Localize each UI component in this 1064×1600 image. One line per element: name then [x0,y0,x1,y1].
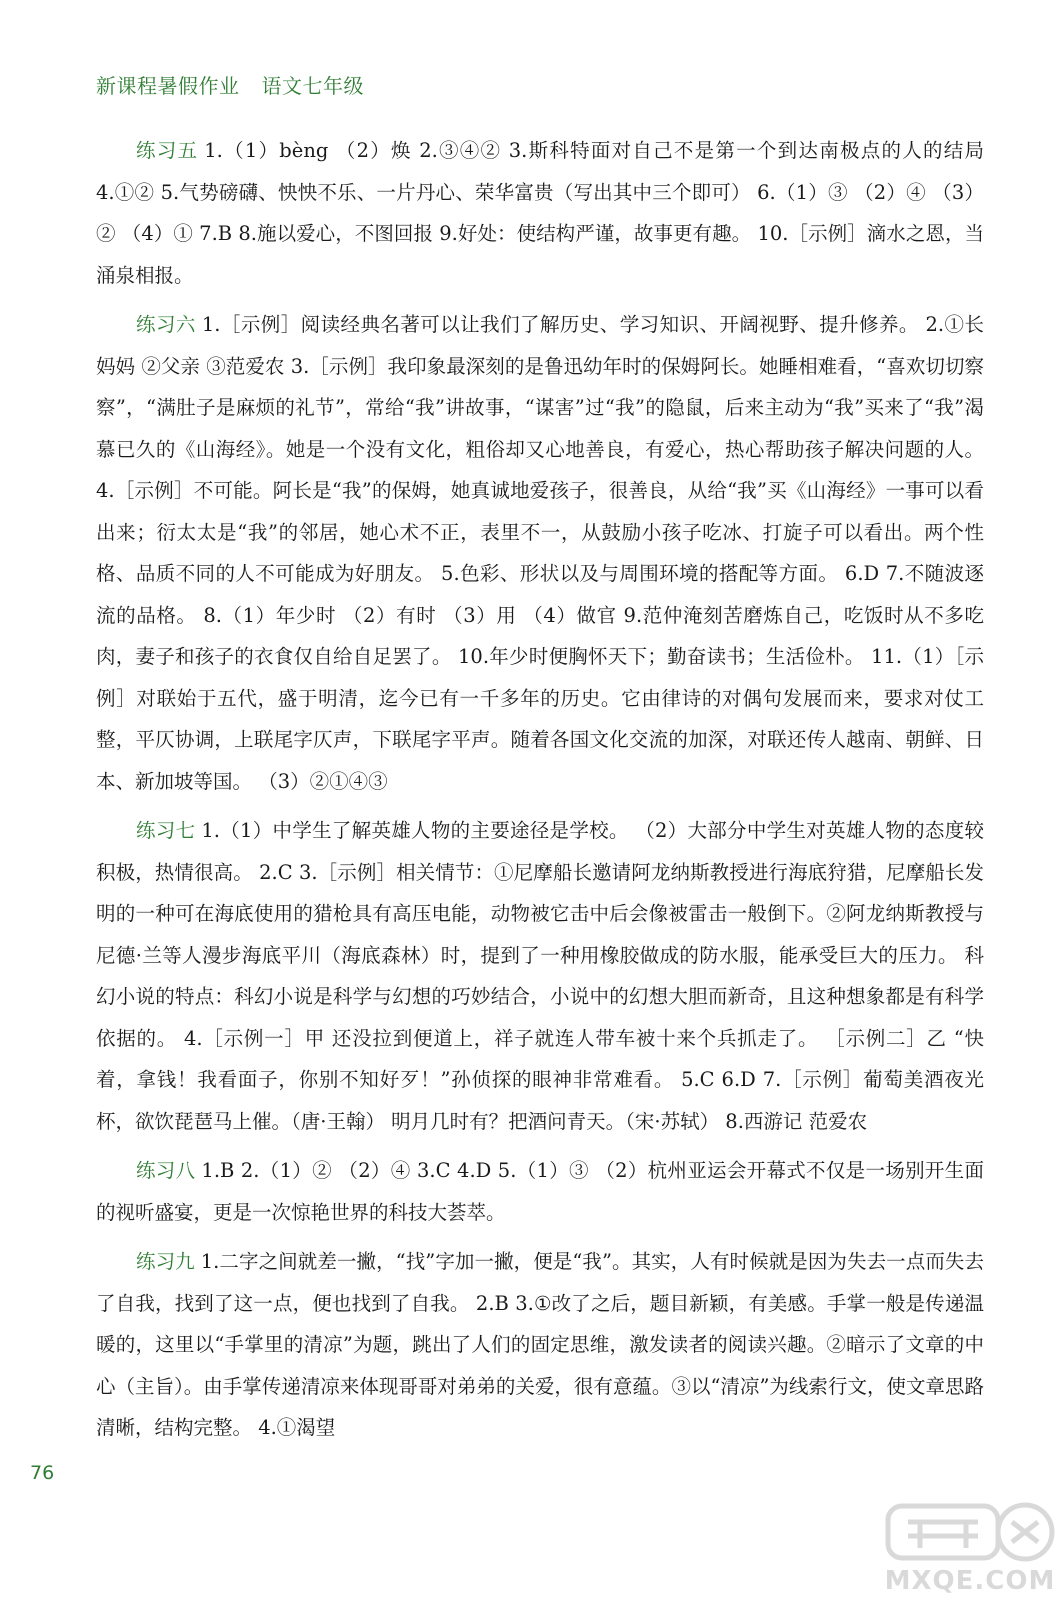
page-number: 76 [30,1462,55,1484]
exercise-label: 练习九 [136,1250,195,1273]
exercise-text: 1.（1）中学生了解英雄人物的主要途径是学校。 （2）大部分中学生对英雄人物的态度较积极，热情很高。 2.C 3.［示例］相关情节：①尼摩船长邀请阿龙纳斯教授进行海底狩猎，尼摩船长发明的一种可在海底使用的猎枪具有高压电能，动物被它击中后会像被雷击一般倒下。②阿龙纳斯教授与尼德·兰等人漫步海底平川（海底森林）时，提到了一种用橡胶做成的防水服，能承受巨大的压力。 科幻小说的特点：科幻小说是科学与幻想的巧妙结合，小说中的幻想大胆而新奇，且这种想象都是有科学依据的。 4.［示例一］甲 还没拉到便道上，祥子就连人带车被十来个兵抓走了。 ［示例二］乙 “快着，拿钱！我看面子，你别不知好歹！”孙侦探的眼神非常难看。 5.C 6.D 7.［示例］葡萄美酒夜光杯，欲饮琵琶马上催。（唐·王翰） 明月几时有？把酒问青天。（宋·苏轼） 8.西游记 范爱农 [96,819,984,1133]
exercise-text: 1.［示例］阅读经典名著可以让我们了解历史、学习知识、开阔视野、提升修养。 2.①长妈妈 ②父亲 ③范爱农 3.［示例］我印象最深刻的是鲁迅幼年时的保姆阿长。她睡相难看，“喜欢切切察察”，“满肚子是麻烦的礼节”，常给“我”讲故事，“谋害”过“我”的隐鼠，后来主动为“我”买来了“我”渴慕已久的《山海经》。她是一个没有文化，粗俗却又心地善良，有爱心，热心帮助孩子解决问题的人。 4.［示例］不可能。阿长是“我”的保姆，她真诚地爱孩子，很善良，从给“我”买《山海经》一事可以看出来；衍太太是“我”的邻居，她心术不正，表里不一，从鼓励小孩子吃冰、打旋子可以看出。两个性格、品质不同的人不可能成为好朋友。 5.色彩、形状以及与周围环境的搭配等方面。 6.D 7.不随波逐流的品格。 8.（1）年少时 （2）有时 （3）用 （4）做官 9.范仲淹刻苦磨炼自己，吃饭时从不多吃肉，妻子和孩子的衣食仅自给自足罢了。 10.年少时便胸怀天下；勤奋读书；生活俭朴。 11.（1）［示例］对联始于五代，盛于明清，迄今已有一千多年的历史。它由律诗的对偶句发展而来，要求对仗工整，平仄协调，上联尾字仄声，下联尾字平声。随着各国文化交流的加深，对联还传人越南、朝鲜、日本、新加坡等国。 （3）②①④③ [96,313,984,793]
exercise-label: 练习八 [136,1159,196,1182]
watermark-logo [880,1500,1060,1596]
exercise-5 [96,130,984,296]
exercise-text: 1.（1）bèng （2）焕 2.③④② 3.斯科特面对自己不是第一个到达南极点的人的结局 4.①② 5.气势磅礴、怏怏不乐、一片丹心、荣华富贵（写出其中三个即可） 6.（1）③ （2）④ （3）② （4）① 7.B 8.施以爱心，不图回报 9.好处：使结构严谨，故事更有趣。 10.［示例］滴水之恩，当涌泉相报。 [96,139,984,287]
exercise-label: 练习五 [136,139,199,162]
series-title: 新课程暑假作业 [96,74,240,98]
exercise-text: 1.B 2.（1）② （2）④ 3.C 4.D 5.（1）③ （2）杭州亚运会开幕式不仅是一场别开生面的视听盛宴，更是一次惊艳世界的科技大荟萃。 [96,1159,984,1224]
subject-title: 语文七年级 [261,74,364,98]
exercise-text: 1.二字之间就差一撇，“找”字加一撇，便是“我”。其实，人有时候就是因为失去一点而失去了自我，找到了这一点，便也找到了自我。 2.B 3.①改了之后，题目新颖，有美感。手掌一般是传递温暖的，这里以“手掌里的清凉”为题，跳出了人们的固定思维，激发读者的阅读兴趣。②暗示了文章的中心（主旨）。由手掌传递清凉来体现哥哥对弟弟的关爱，很有意蕴。③以“清凉”为线索行文，使文章思路清晰，结构完整。 4.①渴望 [96,1250,984,1439]
exercise-7 [96,810,984,1142]
watermark-badge-icon [880,1500,1060,1570]
exercise-label: 练习七 [136,819,196,842]
exercise-8 [96,1150,984,1233]
exercise-label: 练习六 [136,313,196,336]
exercise-6 [96,304,984,802]
page-header [96,70,364,99]
watermark-text: MXQE.COM [884,1566,1056,1596]
exercise-9 [96,1241,984,1449]
answer-content [96,130,984,1457]
